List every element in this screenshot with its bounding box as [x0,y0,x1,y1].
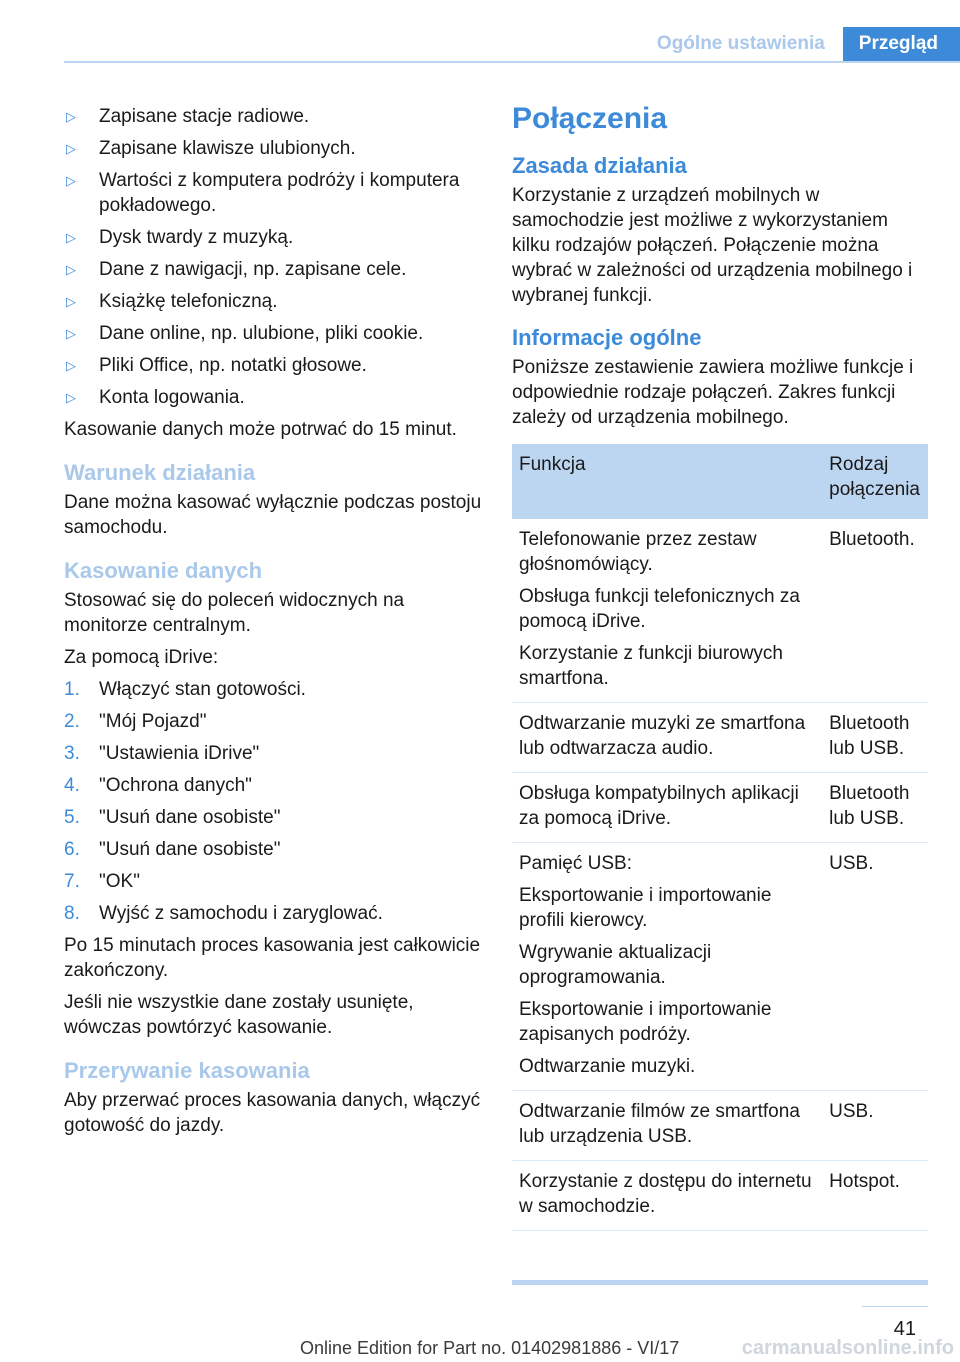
list-item: ▷ Wartości z komputera podróży i komputera pokładowego. [66,170,460,216]
principle-text: Korzystanie z urządzeń mobilnych w samochodzie jest możliwe z wykorzystaniem kilku rodzajów połączeń. Połączenie można wybrać w zależności od urządzenia mobilnego i wybranej funkcji. [512,185,913,306]
triangle-bullet-icon: ▷ [66,262,76,277]
table-row [512,843,928,1091]
step-number: 7. [64,871,80,892]
table-header-row [512,444,928,519]
condition-text: Dane można kasować wyłącznie podczas postoju samochodu. [64,492,482,538]
list-item: 1. Włączyć stan gotowości. [64,679,306,700]
step-number: 3. [64,743,80,764]
list-item: 2. "Mój Pojazd" [64,711,207,732]
step-number: 5. [64,807,80,828]
list-item: ▷ Konta logowania. [66,387,245,408]
table-cell-function: Obsługa kompatybilnych aplikacji za pomocą iDrive. [512,773,822,843]
general-info-text: Poniższe zestawienie zawiera możliwe funkcje i odpowiednie rodzaje połączeń. Zakres funkcji zależy od urządzenia mobilnego. [512,357,914,428]
footer-rule [862,1306,928,1307]
triangle-bullet-icon: ▷ [66,358,76,373]
list-item: 5. "Usuń dane osobiste" [64,807,281,828]
step-number: 1. [64,679,80,700]
table-cell-function: Odtwarzanie filmów ze smartfona lub urządzenia USB. [512,1091,822,1161]
after-15-text: Po 15 minutach proces kasowania jest całkowicie zakończony. [64,935,481,981]
list-item: ▷ Zapisane stacje radiowe. [66,106,310,127]
triangle-bullet-icon: ▷ [66,390,76,405]
section-title: Połączenia [512,102,668,135]
step-number: 2. [64,711,80,732]
list-item: ▷ Pliki Office, np. notatki głosowe. [66,355,367,376]
table-cell-connection: Bluetooth lub USB. [822,773,928,843]
delete-steps-list [64,677,482,926]
repeat-delete-text: Jeśli nie wszystkie dane zostały usunięte, wówczas powtórzyć kasowanie. [64,992,414,1038]
edition-watermark: Online Edition for Part no. 01402981886 - VI/17 [300,1338,680,1358]
table-cell-connection: USB. [822,843,928,1091]
table-cell-function: Pamięć USB: Eksportowanie i importowanie profili kierowcy. Wgrywanie aktualizacji oprogramowania. Eksportowanie i importowanie zapisanych podróży. Odtwarzanie muzyki. [512,843,822,1091]
table-cell-function: Odtwarzanie muzyki ze smartfona lub odtwarzacza audio. [512,703,822,773]
heading-general-info: Informacje ogólne [512,325,702,350]
triangle-bullet-icon: ▷ [66,230,76,245]
triangle-bullet-icon: ▷ [66,141,76,156]
table-cell-function: Korzystanie z dostępu do internetu w samochodzie. [512,1161,822,1231]
delete-intro-text: Stosować się do poleceń widocznych na monitorze centralnym. [64,590,405,636]
heading-delete-data: Kasowanie danych [64,558,263,583]
table-end-bar [512,1280,928,1285]
list-item: 4. "Ochrona danych" [64,775,252,796]
triangle-bullet-icon: ▷ [66,109,76,124]
table-cell-connection: USB. [822,1091,928,1161]
table-cell-connection: Bluetooth. [822,519,928,703]
list-item: ▷ Dane online, np. ulubione, pliki cookie. [66,323,424,344]
table-row [512,519,928,703]
heading-principle: Zasada działania [512,153,687,178]
table-cell-connection: Hotspot. [822,1161,928,1231]
page-number: 41 [893,1318,916,1340]
delete-duration-text: Kasowanie danych może potrwać do 15 minut. [64,419,457,440]
right-column [512,100,928,1231]
list-item: 6. "Usuń dane osobiste" [64,839,281,860]
list-item: 7. "OK" [64,871,140,892]
table-cell-connection: Bluetooth lub USB. [822,703,928,773]
triangle-bullet-icon: ▷ [66,173,76,188]
list-item: 3. "Ustawienia iDrive" [64,743,260,764]
table-row [512,1091,928,1161]
idrive-intro-text: Za pomocą iDrive: [64,647,219,668]
triangle-bullet-icon: ▷ [66,294,76,309]
table-header-function: Funkcja [512,444,822,519]
list-item: 8. Wyjść z samochodu i zaryglować. [64,903,383,924]
list-item: ▷ Dane z nawigacji, np. zapisane cele. [66,259,407,280]
cancel-text: Aby przerwać proces kasowania danych, włączyć gotowość do jazdy. [64,1090,481,1136]
table-cell-function: Telefonowanie przez zestaw głośnomówiący. Obsługa funkcji telefonicznych za pomocą iDrive. Korzystanie z funkcji biurowych smartfona. [512,519,822,703]
table-row [512,773,928,843]
heading-cancel-delete: Przerywanie kasowania [64,1058,310,1083]
step-number: 4. [64,775,80,796]
list-item: ▷ Książkę telefoniczną. [66,291,278,312]
deleted-data-list [64,104,482,410]
site-watermark-logo: carmanualsonline.info [741,1337,954,1359]
list-item: ▷ Dysk twardy z muzyką. [66,227,294,248]
table-row [512,1161,928,1231]
step-number: 8. [64,903,80,924]
table-header-connection-type: Rodzaj połączenia [822,444,928,519]
triangle-bullet-icon: ▷ [66,326,76,341]
header-rule [64,61,960,63]
table-row [512,703,928,773]
header-tab-general-settings[interactable]: Ogólne ustawienia [639,27,843,61]
header-tab-overview[interactable]: Przegląd [843,27,960,61]
left-column [64,104,482,1145]
heading-condition: Warunek działania [64,460,256,485]
step-number: 6. [64,839,80,860]
functions-table [512,444,928,1231]
list-item: ▷ Zapisane klawisze ulubionych. [66,138,356,159]
header-nav [639,27,960,61]
